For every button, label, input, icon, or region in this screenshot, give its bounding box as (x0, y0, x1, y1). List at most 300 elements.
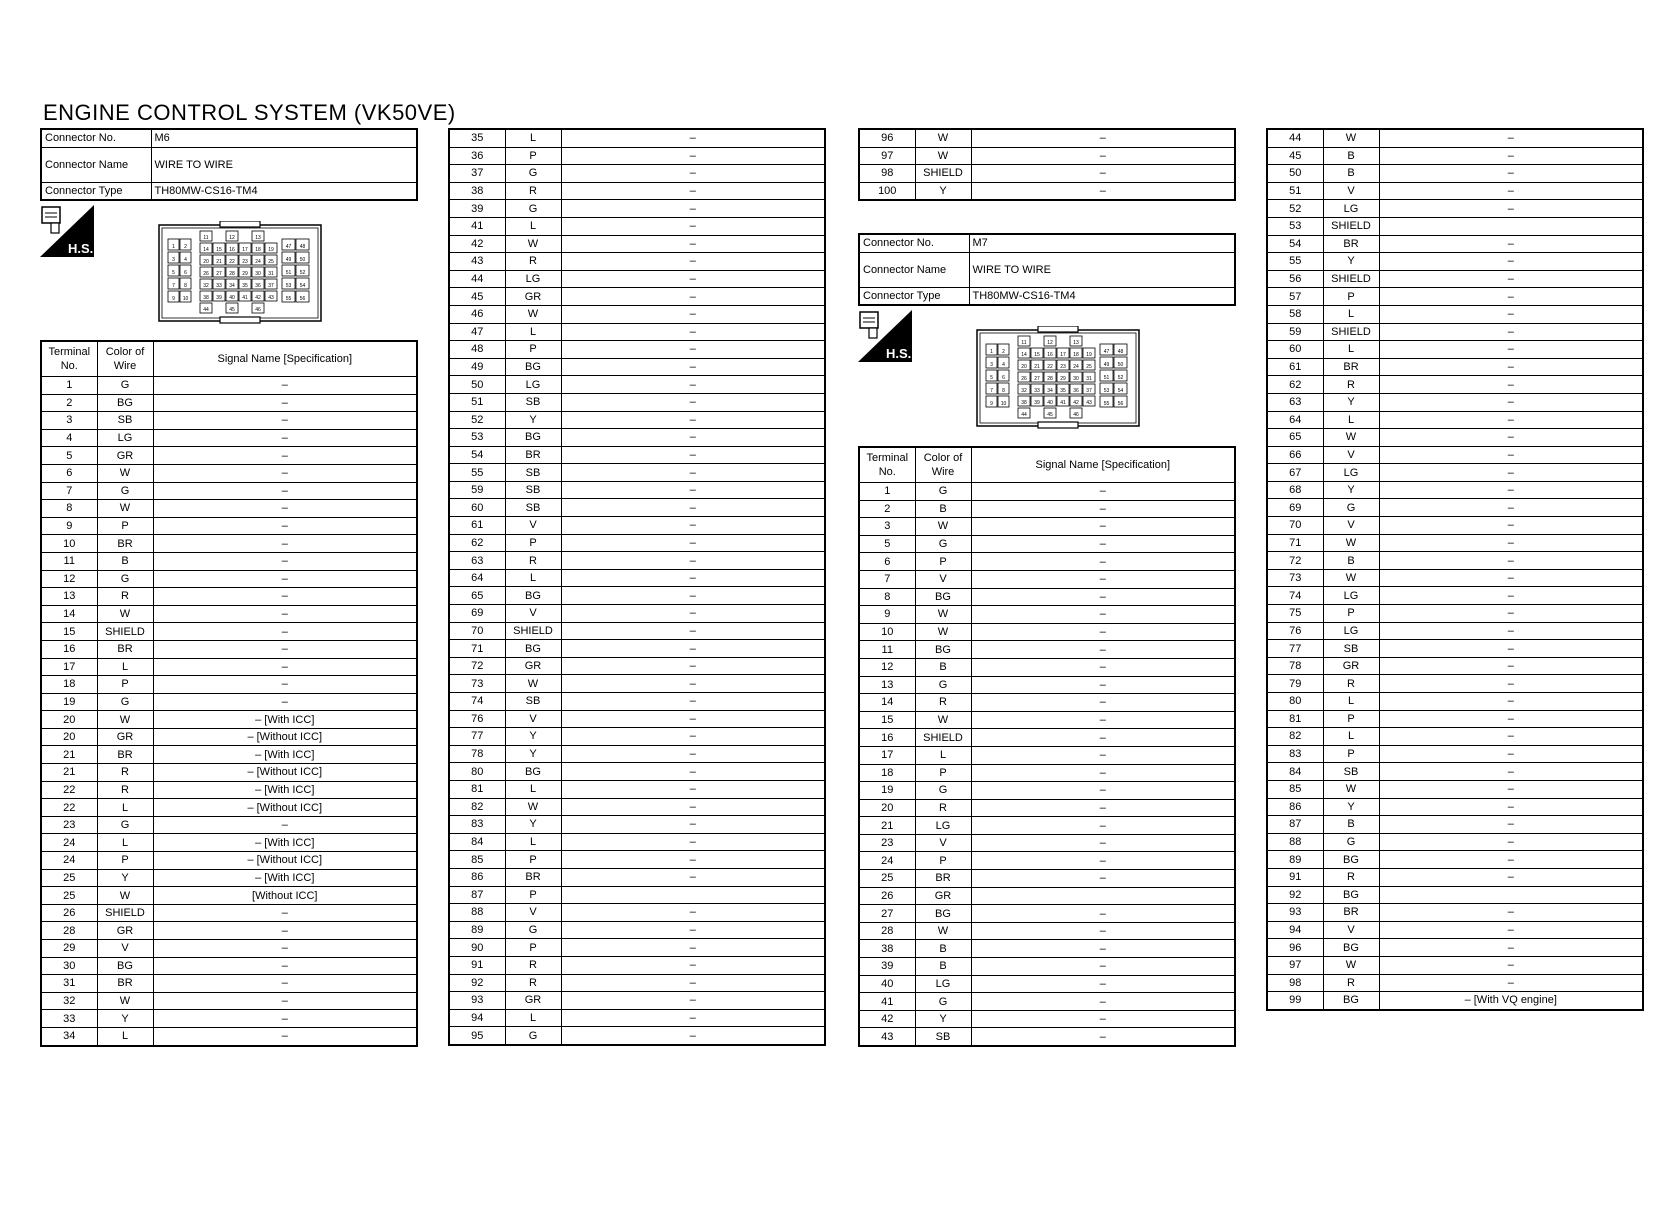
cavity-number: 38 (1021, 400, 1027, 406)
signal-name: – (1379, 675, 1643, 693)
connector-no-value: M7 (969, 234, 1235, 252)
terminal-no: 26 (41, 904, 97, 922)
wire-color: W (97, 464, 153, 482)
wire-color: R (1323, 376, 1379, 394)
terminal-no: 7 (859, 570, 915, 588)
signal-name: – (561, 587, 825, 605)
terminal-no: 21 (41, 746, 97, 764)
table-row (41, 517, 417, 535)
wire-color: LG (915, 975, 971, 993)
cavity-number: 50 (299, 257, 306, 263)
terminal-no: 12 (859, 658, 915, 676)
signal-name: – (971, 518, 1235, 536)
cavity-number: 28 (229, 271, 235, 277)
cavity-number: 1 (172, 244, 175, 250)
wire-color: P (97, 852, 153, 870)
signal-header: Signal Name [Specification] (153, 341, 417, 377)
wire-color: V (1323, 446, 1379, 464)
wire-color: L (915, 746, 971, 764)
terminal-no: 4 (41, 429, 97, 447)
cavity-number: 47 (1103, 349, 1110, 355)
wire-color: Y (505, 816, 561, 834)
wire-color: BG (505, 587, 561, 605)
table-row (1267, 728, 1643, 746)
signal-name: – (971, 676, 1235, 694)
terminal-no: 71 (1267, 534, 1323, 552)
table-row (449, 235, 825, 253)
wire-color: G (1323, 833, 1379, 851)
wire-color: BG (505, 763, 561, 781)
connector-no-value: M6 (151, 129, 417, 147)
cavity-number: 33 (216, 283, 222, 289)
signal-name: – (153, 957, 417, 975)
terminal-no: 85 (1267, 780, 1323, 798)
signal-name: – (971, 922, 1235, 940)
table-row (859, 746, 1235, 764)
table-row (859, 993, 1235, 1011)
terminal-no: 94 (1267, 921, 1323, 939)
signal-name: – (561, 393, 825, 411)
wire-color: W (915, 147, 971, 165)
connector-no-label: Connector No. (859, 234, 969, 252)
cavity-number: 28 (1047, 376, 1053, 382)
cavity-number: 36 (255, 283, 261, 289)
signal-name: – (971, 129, 1235, 147)
table-row (859, 922, 1235, 940)
terminal-no: 10 (41, 535, 97, 553)
cavity-number: 43 (1086, 400, 1092, 406)
terminal-no: 36 (449, 147, 505, 165)
signal-name: – (561, 798, 825, 816)
signal-name: – (971, 993, 1235, 1011)
terminal-header: Terminal No. (859, 447, 915, 483)
terminal-no: 76 (449, 710, 505, 728)
table-row (1267, 956, 1643, 974)
signal-name: – (561, 763, 825, 781)
table-row (1267, 710, 1643, 728)
terminal-no: 58 (1267, 305, 1323, 323)
terminal-no: 6 (859, 553, 915, 571)
table-row (41, 552, 417, 570)
terminal-no: 20 (41, 728, 97, 746)
table-row (41, 904, 417, 922)
signal-name: – (971, 588, 1235, 606)
table-row (449, 464, 825, 482)
signal-name: – (153, 500, 417, 518)
wire-color: LG (1323, 464, 1379, 482)
table-row (449, 886, 825, 904)
signal-name: – [Without ICC] (153, 852, 417, 870)
signal-name: – (1379, 323, 1643, 341)
table-row (41, 834, 417, 852)
wire-color: P (915, 852, 971, 870)
wire-color: BG (97, 957, 153, 975)
signal-name: – (153, 1027, 417, 1045)
signal-name: – (153, 992, 417, 1010)
signal-name: – (1379, 798, 1643, 816)
signal-name: – (971, 905, 1235, 923)
terminal-no: 19 (41, 693, 97, 711)
wire-color: W (915, 922, 971, 940)
wire-color: L (1323, 728, 1379, 746)
terminal-no: 55 (1267, 253, 1323, 271)
table-row (449, 675, 825, 693)
signal-name: – (561, 552, 825, 570)
signal-name: – (971, 1028, 1235, 1046)
wire-color: P (1323, 288, 1379, 306)
signal-name: – (1379, 816, 1643, 834)
table-row (859, 553, 1235, 571)
wire-color: Y (1323, 481, 1379, 499)
wire-color: V (505, 904, 561, 922)
table-row (1267, 446, 1643, 464)
terminal-no: 16 (41, 640, 97, 658)
signal-name: – (153, 816, 417, 834)
table-row (449, 305, 825, 323)
table-row (859, 641, 1235, 659)
cavity-number: 31 (268, 271, 274, 277)
cavity-number: 9 (990, 401, 993, 407)
terminal-no: 80 (449, 763, 505, 781)
terminal-no: 30 (41, 957, 97, 975)
signal-name: – (561, 745, 825, 763)
wire-color: W (915, 129, 971, 147)
signal-name: – (561, 693, 825, 711)
table-row (449, 358, 825, 376)
table-row (449, 780, 825, 798)
cavity-number: 1 (990, 349, 993, 355)
signal-name (1379, 217, 1643, 235)
signal-name: – (561, 640, 825, 658)
wire-color: W (1323, 780, 1379, 798)
wire-color: R (505, 956, 561, 974)
signal-name: – (561, 305, 825, 323)
terminal-no: 86 (1267, 798, 1323, 816)
wire-color: W (915, 623, 971, 641)
signal-name: – [With ICC] (153, 869, 417, 887)
cavity-number: 34 (1047, 388, 1053, 394)
wire-color: W (505, 305, 561, 323)
table-row (1267, 780, 1643, 798)
signal-name: – (561, 569, 825, 587)
table-row (449, 323, 825, 341)
wire-color: V (1323, 517, 1379, 535)
cavity-number: 11 (1021, 340, 1027, 346)
table-row (859, 606, 1235, 624)
wire-color: L (97, 799, 153, 817)
wire-color: B (1323, 147, 1379, 165)
signal-name: – (971, 1010, 1235, 1028)
signal-name: – (971, 483, 1235, 501)
signal-name: – (1379, 235, 1643, 253)
cavity-number: 40 (1047, 400, 1053, 406)
terminal-no: 32 (41, 992, 97, 1010)
wire-color: B (1323, 816, 1379, 834)
terminal-table-m7-part1 (858, 446, 1236, 1047)
cavity-number: 55 (285, 296, 292, 302)
table-row (41, 640, 417, 658)
wire-color: LG (505, 376, 561, 394)
signal-name: – (153, 975, 417, 993)
wire-color: W (97, 605, 153, 623)
wire-color: BG (1323, 939, 1379, 957)
cavity-number: 11 (203, 235, 209, 241)
table-row (859, 782, 1235, 800)
table-row (1267, 323, 1643, 341)
terminal-no: 50 (1267, 165, 1323, 183)
wire-color: V (1323, 921, 1379, 939)
wire-color: Y (97, 1010, 153, 1028)
cavity-number: 21 (1034, 364, 1040, 370)
wire-color: P (1323, 605, 1379, 623)
signal-name: – (561, 270, 825, 288)
signal-name: – (153, 482, 417, 500)
terminal-no: 5 (41, 447, 97, 465)
cavity-number: 53 (285, 283, 292, 289)
signal-name: – (561, 1009, 825, 1027)
wire-color: BG (915, 641, 971, 659)
signal-name: – (971, 182, 1235, 200)
connector-name-label: Connector Name (41, 147, 151, 182)
terminal-no: 77 (1267, 640, 1323, 658)
wire-color: B (97, 552, 153, 570)
table-row (859, 623, 1235, 641)
terminal-no: 40 (859, 975, 915, 993)
signal-name: – (971, 729, 1235, 747)
terminal-no: 25 (41, 887, 97, 905)
table-row (449, 499, 825, 517)
cavity-number: 7 (172, 283, 175, 289)
cavity-number: 8 (184, 283, 187, 289)
table-row (1267, 921, 1643, 939)
table-row (1267, 745, 1643, 763)
terminal-no: 20 (41, 711, 97, 729)
signal-name: [Without ICC] (153, 887, 417, 905)
signal-name: – (971, 570, 1235, 588)
wire-color: SHIELD (915, 165, 971, 183)
signal-name: – (1379, 640, 1643, 658)
connector-info-m7 (858, 233, 1236, 306)
wire-color: P (505, 341, 561, 359)
terminal-no: 88 (449, 904, 505, 922)
signal-name: – (561, 499, 825, 517)
wire-color: SB (505, 464, 561, 482)
wire-color: BR (505, 446, 561, 464)
signal-name: – (1379, 481, 1643, 499)
terminal-no: 92 (449, 974, 505, 992)
signal-name (1379, 886, 1643, 904)
connector-face-diagram-m6 (158, 221, 322, 324)
wire-color: P (97, 676, 153, 694)
wire-color: W (97, 711, 153, 729)
signal-name: – [With VQ engine] (1379, 992, 1643, 1010)
wire-color: P (505, 939, 561, 957)
signal-name: – (153, 658, 417, 676)
terminal-no: 14 (41, 605, 97, 623)
signal-name: – (1379, 270, 1643, 288)
wire-color: BG (97, 394, 153, 412)
signal-name: – (1379, 517, 1643, 535)
terminal-no: 55 (449, 464, 505, 482)
cavity-number: 4 (184, 257, 187, 263)
signal-name: – (561, 780, 825, 798)
signal-name: – (1379, 939, 1643, 957)
signal-name: – (153, 464, 417, 482)
terminal-no: 52 (1267, 200, 1323, 218)
wire-color: B (915, 940, 971, 958)
signal-name: – (1379, 974, 1643, 992)
cavity-number: 42 (255, 295, 261, 301)
wire-color: B (915, 958, 971, 976)
wire-color: L (505, 833, 561, 851)
wire-color: GR (97, 922, 153, 940)
table-row (449, 622, 825, 640)
signal-name: – (561, 1027, 825, 1045)
signal-name: – (971, 535, 1235, 553)
wire-color: GR (505, 657, 561, 675)
signal-name: – (971, 940, 1235, 958)
cavity-number: 49 (285, 257, 292, 263)
terminal-no: 83 (449, 816, 505, 834)
terminal-no: 68 (1267, 481, 1323, 499)
wire-color: SB (505, 393, 561, 411)
wire-color: Y (1323, 798, 1379, 816)
table-row (859, 1010, 1235, 1028)
signal-name: – (153, 676, 417, 694)
cavity-number: 19 (268, 247, 274, 253)
signal-name: – (561, 217, 825, 235)
signal-name: – (971, 165, 1235, 183)
terminal-no: 54 (1267, 235, 1323, 253)
cavity-number: 37 (1086, 388, 1092, 394)
table-row (449, 745, 825, 763)
terminal-no: 15 (41, 623, 97, 641)
cavity-number: 31 (1086, 376, 1092, 382)
wire-color: L (1323, 341, 1379, 359)
table-row (1267, 587, 1643, 605)
table-row (1267, 693, 1643, 711)
terminal-no: 98 (1267, 974, 1323, 992)
terminal-no: 53 (449, 429, 505, 447)
terminal-no: 87 (1267, 816, 1323, 834)
signal-name: – (153, 693, 417, 711)
terminal-no: 94 (449, 1009, 505, 1027)
terminal-no: 99 (1267, 992, 1323, 1010)
signal-name: – (561, 833, 825, 851)
cavity-number: 26 (1021, 376, 1027, 382)
signal-name: – (153, 1010, 417, 1028)
table-row (1267, 129, 1643, 147)
wire-color: P (915, 764, 971, 782)
table-row (859, 887, 1235, 905)
table-row (1267, 165, 1643, 183)
signal-name: – (561, 974, 825, 992)
cavity-number: 42 (1073, 400, 1079, 406)
wire-color: SHIELD (1323, 217, 1379, 235)
terminal-no: 17 (859, 746, 915, 764)
wire-color: R (1323, 868, 1379, 886)
signal-name: – (1379, 165, 1643, 183)
signal-name: – (561, 816, 825, 834)
signal-name: – (561, 147, 825, 165)
wire-color: V (1323, 182, 1379, 200)
table-row (859, 975, 1235, 993)
wire-color: L (505, 129, 561, 147)
cavity-number: 7 (990, 388, 993, 394)
cavity-number: 5 (172, 270, 175, 276)
terminal-no: 22 (41, 799, 97, 817)
cavity-number: 35 (242, 283, 248, 289)
terminal-no: 65 (449, 587, 505, 605)
cavity-number: 56 (299, 296, 306, 302)
cavity-number: 30 (255, 271, 261, 277)
terminal-no: 98 (859, 165, 915, 183)
signal-name: – (561, 182, 825, 200)
signal-name: – (1379, 921, 1643, 939)
wire-color: BR (505, 868, 561, 886)
cavity-number: 17 (1060, 352, 1066, 358)
signal-name: – [With ICC] (153, 834, 417, 852)
signal-name: – (153, 517, 417, 535)
table-row (449, 974, 825, 992)
table-row (1267, 393, 1643, 411)
signal-name: – (971, 975, 1235, 993)
connector-lock (1038, 326, 1078, 332)
terminal-no: 89 (1267, 851, 1323, 869)
terminal-table-m6-part3 (858, 128, 1236, 201)
terminal-no: 95 (449, 1027, 505, 1045)
wire-color: Y (915, 1010, 971, 1028)
signal-name: – (1379, 763, 1643, 781)
cavity-number: 14 (203, 247, 209, 253)
cavity-number: 46 (255, 307, 261, 313)
cavity-number: 10 (182, 296, 189, 302)
terminal-no: 37 (449, 165, 505, 183)
terminal-no: 48 (449, 341, 505, 359)
table-row (41, 658, 417, 676)
terminal-no: 22 (41, 781, 97, 799)
signal-name: – (971, 764, 1235, 782)
signal-name: – [Without ICC] (153, 728, 417, 746)
terminal-no: 74 (449, 693, 505, 711)
signal-name: – (1379, 393, 1643, 411)
wire-color: L (505, 1009, 561, 1027)
terminal-no: 89 (449, 921, 505, 939)
terminal-no: 29 (41, 940, 97, 958)
table-row (41, 447, 417, 465)
signal-name: – (561, 622, 825, 640)
connector-lock (220, 221, 260, 227)
cavity-number: 15 (216, 247, 222, 253)
wire-color: P (1323, 710, 1379, 728)
wire-color: P (97, 517, 153, 535)
signal-name: – (153, 535, 417, 553)
table-row (859, 729, 1235, 747)
table-row (449, 147, 825, 165)
signal-name: – (561, 464, 825, 482)
terminal-no: 61 (1267, 358, 1323, 376)
connector-no-label: Connector No. (41, 129, 151, 147)
terminal-table-m7-part2 (1266, 128, 1644, 1011)
signal-name: – (561, 904, 825, 922)
table-row (1267, 235, 1643, 253)
cavity-number: 30 (1073, 376, 1079, 382)
wire-color: R (1323, 974, 1379, 992)
signal-name: – (1379, 464, 1643, 482)
wire-color: R (97, 764, 153, 782)
cavity-number: 19 (1086, 352, 1092, 358)
signal-name: – (971, 500, 1235, 518)
